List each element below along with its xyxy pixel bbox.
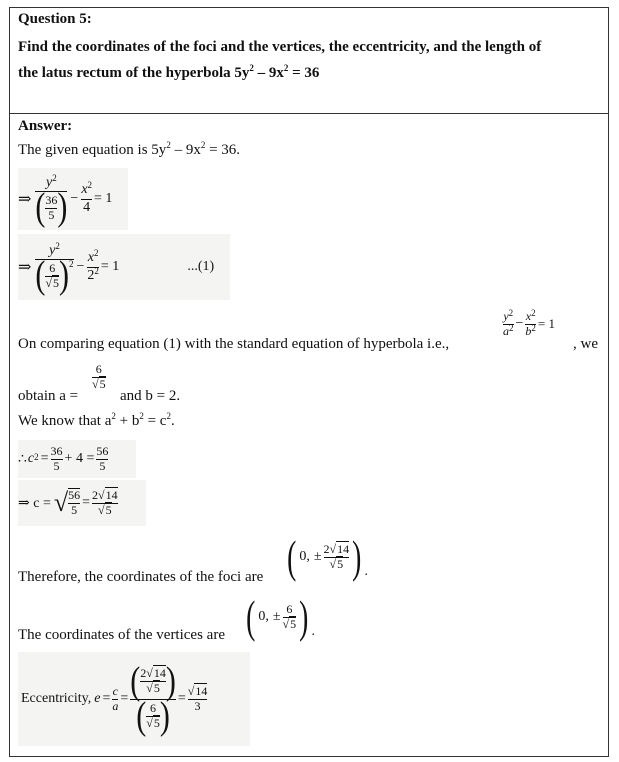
vertices-text: The coordinates of the vertices are xyxy=(18,627,225,643)
answer-heading: Answer: xyxy=(18,118,73,134)
c-value-equation: ⇒ c = √ $\frac{56}{5}$ = $\frac{2√14}{√5}$ xyxy=(18,480,146,526)
qa-divider xyxy=(9,113,609,114)
foci-text: Therefore, the coordinates of the foci are xyxy=(18,569,264,585)
given-equation: The given equation is $5y^2 - 9x^2 = 36$. xyxy=(18,140,241,158)
question-line-2: the latus rectum of the hyperbola $5y^2 - 9x^2 = 36$ xyxy=(18,63,320,81)
identity-text: We know that $a^2 + b^2 = c^2$. xyxy=(18,411,175,429)
standard-hyperbola-form: $\frac{y^2}{a^2}$ − $\frac{x^2}{b^2}$ = 1 xyxy=(503,308,555,338)
obtain-suffix: and b = 2. xyxy=(120,388,181,404)
obtain-prefix: obtain a = xyxy=(18,388,79,404)
c-squared-equation: ∴ c $^2$ = $\frac{36}{5}$ + 4 = $\frac{56}{5}$ xyxy=(18,440,136,478)
compare-text: On comparing equation (1) with the standard equation of hyperbola i.e., xyxy=(18,336,450,352)
equation-step-2: ⇒ $y^2$ ( $\frac{6}{√5}$ )$^2$ − $\frac{x^2}{2^2}$ = 1 ...(1) xyxy=(18,234,230,300)
equation-tag: ...(1) xyxy=(187,259,215,274)
foci-coordinates: ( 0, ± $\frac{2√14}{√5}$ ) . xyxy=(287,531,368,582)
obtain-fraction: $\frac{6}{√5}$ xyxy=(92,362,106,391)
equation-step-1: ⇒ $y^2$ ( $\frac{36}{5}$ ) − $\frac{x^2}{4}$ = 1 xyxy=(18,168,128,230)
eccentricity-equation: Eccentricity, e = $\frac{c}{a}$ = ( $\frac{2√14}{√5}$ ) ( $\frac{6}{√5}$ ) = $\frac{√14}{3}$ xyxy=(18,652,250,746)
question-heading: Question 5: xyxy=(18,11,92,27)
question-line-1: Find the coordinates of the foci and the vertices, the eccentricity, and the length of xyxy=(18,39,542,55)
compare-after: , we xyxy=(573,336,598,352)
vertices-coordinates: ( 0, ± $\frac{6}{√5}$ ) . xyxy=(246,591,315,642)
